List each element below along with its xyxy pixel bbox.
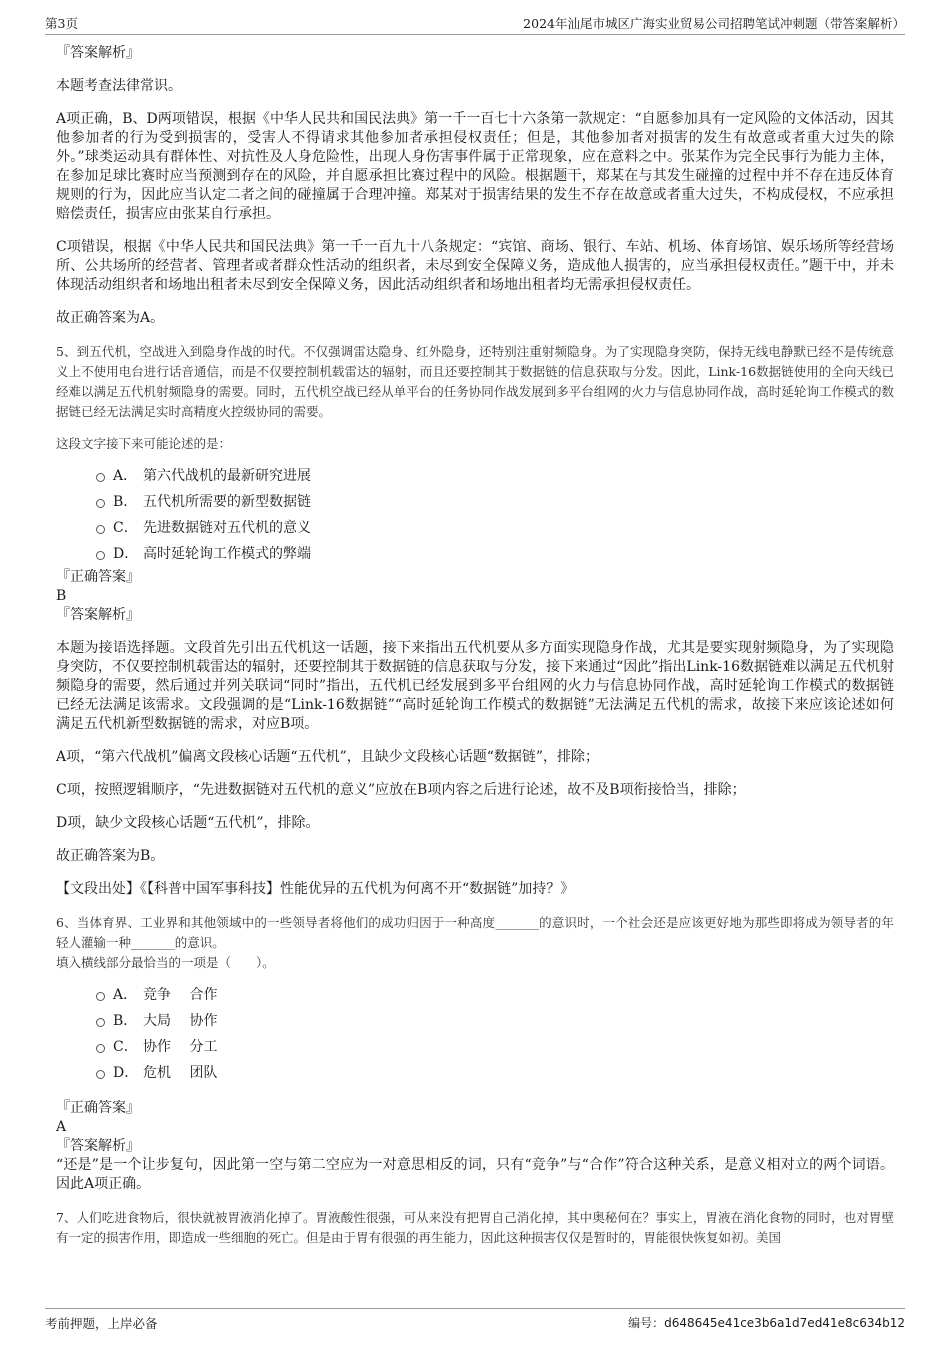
radio-icon[interactable] [96,1018,105,1027]
q6-answer-label: 『正确答案』 [56,1100,140,1116]
page-content [56,44,894,1248]
q5-analysis-p2: A项，“第六代战机”偏离文段核心话题“五代机”，且缺少文段核心话题“数据链”，排除； [56,749,600,765]
radio-icon[interactable] [96,1070,105,1079]
option-text: 竞争 合作 [143,987,218,1003]
q4-analysis-p2: A项正确，B、D两项错误，根据《中华人民共和国民法典》第一千一百七十六条第一款规定：“自愿参加具有一定风险的文体活动，因其他参加者的行为受到损害的，受害人不得请求其他参加者承担侵权责任；但是，其他参加者对损害的发生有故意或者重大过失的除外。”球类运动具有群体性、对抗性及人身危险性，出现人身伤害事件属于正常现象，应在意料之中。张某作为完全民事行为能力主体，在参加足球比赛时应当预测到存在的风险，并自愿承担比赛过程中的风险。根据题干，郑某在与其发生碰撞的过程中并不存在违反体育规则的行为，因此应当认定二者之间的碰撞属于合理冲撞。郑某对于损害结果的发生不存在故意或者重大过失，不构成侵权，不应承担赔偿责任，损害应由张某自行承担。 [56,111,894,222]
page-number: 第3页 [45,16,78,31]
document-title: 2024年汕尾市城区广海实业贸易公司招聘笔试冲刺题（带答案解析） [523,16,905,31]
option-letter: A． [113,987,138,1003]
option-letter: C． [113,520,138,536]
q5-question: 这段文字接下来可能论述的是： [56,436,232,451]
q6-fill-instruction: 填入横线部分最恰当的一项是（ ）。 [56,955,275,970]
radio-icon[interactable] [96,551,105,560]
option-text: 协作 分工 [143,1039,218,1055]
q5-option-c[interactable] [96,514,894,540]
q4-analysis-p3: C项错误，根据《中华人民共和国民法典》第一千一百九十八条规定：“宾馆、商场、银行、车站、机场、体育场馆、娱乐场所等经营场所、公共场所的经营者、管理者或者群众性活动的组织者，未尽到安全保障义务，造成他人损害的，应当承担侵权责任。”题干中，并未体现活动组织者和场地出租者未尽到安全保障义务，因此活动组织者和场地出租者均无需承担侵权责任。 [56,239,894,293]
page-footer [45,1308,905,1334]
q6-answer: A [56,1119,67,1135]
radio-icon[interactable] [96,1044,105,1053]
q5-analysis-label: 『答案解析』 [56,607,140,623]
q5-stem: 5、到五代机，空战进入到隐身作战的时代。不仅强调雷达隐身、红外隐身，还特别注重射频隐身。为了实现隐身突防，保持无线电静默已经不是传统意义上不使用电台进行话音通信，而是不仅要控制机载雷达的辐射，而且还要控制其于数据链的信息获取与分发。因此，Link-16数据链使用的全向天线已经难以满足五代机射频隐身的需要。同时，五代机空战已经从单平台的任务协同作战发展到多平台组网的火力与信息协同作战，高时延轮询工作模式的数据链已经无法满足实时高精度火控级协同的需要。 [56,344,894,419]
q5-option-b[interactable] [96,488,894,514]
q5-options [96,462,894,566]
footer-slogan: 考前押题，上岸必备 [45,1316,158,1331]
option-letter: B． [113,1013,138,1029]
option-text: 危机 团队 [143,1065,218,1081]
q6-option-b[interactable] [96,1007,894,1033]
q6-analysis-p1: “还是”是一个让步复句，因此第一空与第二空应为一对意思相反的词，只有“竞争”与“合作”符合这种关系，是意义相对立的两个词语。因此A项正确。 [56,1157,894,1192]
radio-icon[interactable] [96,499,105,508]
option-letter: C． [113,1039,138,1055]
q6-options [96,981,894,1085]
radio-icon[interactable] [96,992,105,1001]
q4-analysis-p1: 本题考查法律常识。 [56,78,182,94]
q6-option-a[interactable] [96,981,894,1007]
q6-stem: 6、当体育界、工业界和其他领域中的一些领导者将他们的成功归因于一种高度_______的意识时，一个社会还是应该更好地为那些即将成为领导者的年轻人灌输一种_______的意识。 [56,915,894,950]
radio-icon[interactable] [96,525,105,534]
q5-answer-label: 『正确答案』 [56,569,140,585]
q4-conclusion: 故正确答案为A。 [56,310,165,326]
q4-analysis-label: 『答案解析』 [56,45,140,61]
q5-analysis-p4: D项，缺少文段核心话题“五代机”，排除。 [56,815,320,831]
q5-analysis-p3: C项，按照逻辑顺序，“先进数据链对五代机的意义”应放在B项内容之后进行论述，故不及B项衔接恰当，排除； [56,782,746,798]
option-text: 先进数据链对五代机的意义 [143,520,311,536]
q5-conclusion: 故正确答案为B。 [56,848,165,864]
q5-source: 【文段出处】《【科普中国军事科技】性能优异的五代机为何离不开“数据链”加持？》 [56,881,575,897]
q5-option-d[interactable] [96,540,894,566]
option-letter: A． [113,468,138,484]
document-code: 编号：d648645e41ce3b6a1d7ed41e8c634b12 [628,1316,905,1330]
option-text: 高时延轮询工作模式的弊端 [143,546,311,562]
option-text: 五代机所需要的新型数据链 [143,494,311,510]
q6-option-d[interactable] [96,1059,894,1085]
option-letter: D． [113,1065,139,1081]
option-letter: D． [113,546,139,562]
option-letter: B． [113,494,138,510]
option-text: 大局 协作 [143,1013,218,1029]
page-header [45,12,905,35]
q5-answer: B [56,588,67,604]
q6-option-c[interactable] [96,1033,894,1059]
q6-analysis-label: 『答案解析』 [56,1138,140,1154]
q5-option-a[interactable] [96,462,894,488]
q5-analysis-p1: 本题为接语选择题。文段首先引出五代机这一话题，接下来指出五代机要从多方面实现隐身作战，尤其是要实现射频隐身，为了实现隐身突防，不仅要控制机载雷达的辐射，还要控制其于数据链的信息获取与分发，接下来通过“因此”指出Link-16数据链难以满足五代机射频隐身的需要，然后通过并列关联词“同时”指出，五代机已经发展到多平台组网的火力与信息协同作战，高时延轮询工作模式的数据链已经无法满足该需求。文段强调的是“Link-16数据链”“高时延轮询工作模式的数据链”无法满足五代机的需求，故接下来应该论述如何满足五代机新型数据链的需求，对应B项。 [56,640,894,732]
option-text: 第六代战机的最新研究进展 [143,468,311,484]
radio-icon[interactable] [96,473,105,482]
q7-stem: 7、人们吃进食物后，很快就被胃液消化掉了。胃液酸性很强，可从来没有把胃自己消化掉，其中奥秘何在？事实上，胃液在消化食物的同时，也对胃壁有一定的损害作用，即造成一些细胞的死亡。但是由于胃有很强的再生能力，因此这种损害仅仅是暂时的，胃能很快恢复如初。美国 [56,1210,894,1245]
